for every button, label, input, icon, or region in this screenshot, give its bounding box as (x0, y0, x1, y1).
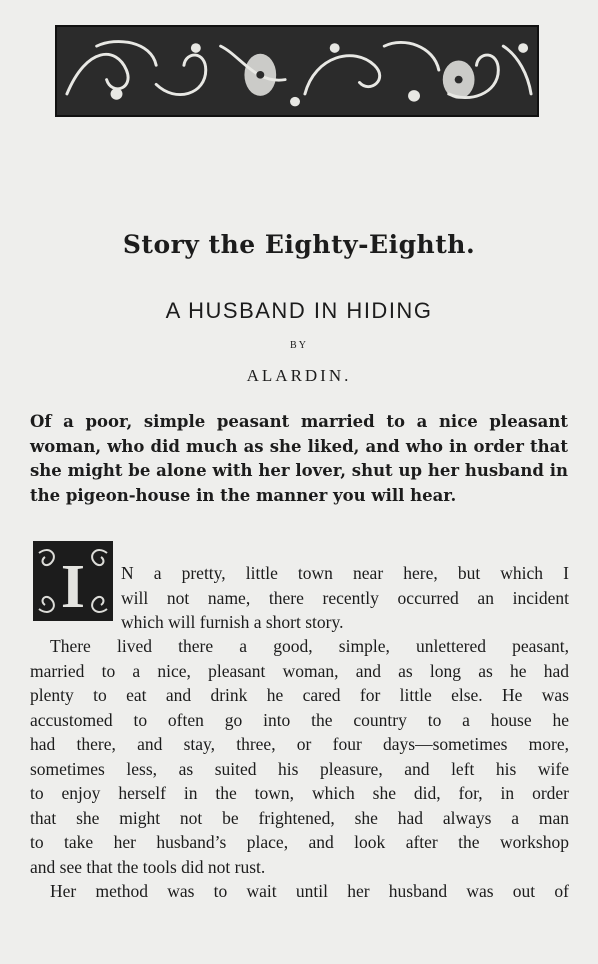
text-line: plenty to eat and drink he cared for little else. He was (30, 685, 569, 705)
svg-text:I: I (60, 553, 86, 621)
text-line: to enjoy herself in the town, which she did, for, in order (30, 783, 569, 803)
body-text (30, 634, 569, 904)
first-paragraph-opening (121, 561, 569, 635)
text-line: and see that the tools did not rust. (30, 856, 266, 877)
author-name: ALARDIN. (246, 366, 352, 385)
story-summary: Of a poor, simple peasant married to a nice pleasant woman, who did much as she liked, and who in order that she might be alone with her lover, shut up her husband in the pigeon-house in the manner you will hear. (30, 412, 568, 505)
text-line: sometimes less, as suited his pleasure, and left his wife (30, 758, 569, 779)
text-line: There lived there a good, simple, unlettered peasant, (50, 636, 569, 656)
text-line: married to a nice, pleasant woman, and as long as he had (30, 660, 569, 681)
text-line: will not name, there recently occurred an incident (121, 587, 569, 608)
text-line: had there, and stay, three, or four days—sometimes more, (30, 734, 569, 754)
text-line: to take her husband’s place, and look after the workshop (30, 832, 569, 852)
story-title: A HUSBAND IN HIDING (165, 298, 433, 323)
text-line: N a pretty, little town near here, but which I (121, 563, 569, 583)
story-number-heading: Story the Eighty-Eighth. (122, 230, 476, 259)
text-line: Her method was to wait until her husband was out of (50, 881, 569, 901)
decorated-initial-letter-icon (33, 541, 113, 621)
by-label: BY (290, 340, 308, 351)
text-line: which will furnish a short story. (121, 612, 344, 632)
text-line: accustomed to often go into the country to a house he (30, 709, 569, 730)
text-line: that she might not be frightened, she had always a man (30, 807, 569, 828)
ornamental-header-banner (55, 25, 539, 117)
scrollwork-ornament-icon (57, 27, 537, 115)
drop-cap (33, 541, 113, 621)
